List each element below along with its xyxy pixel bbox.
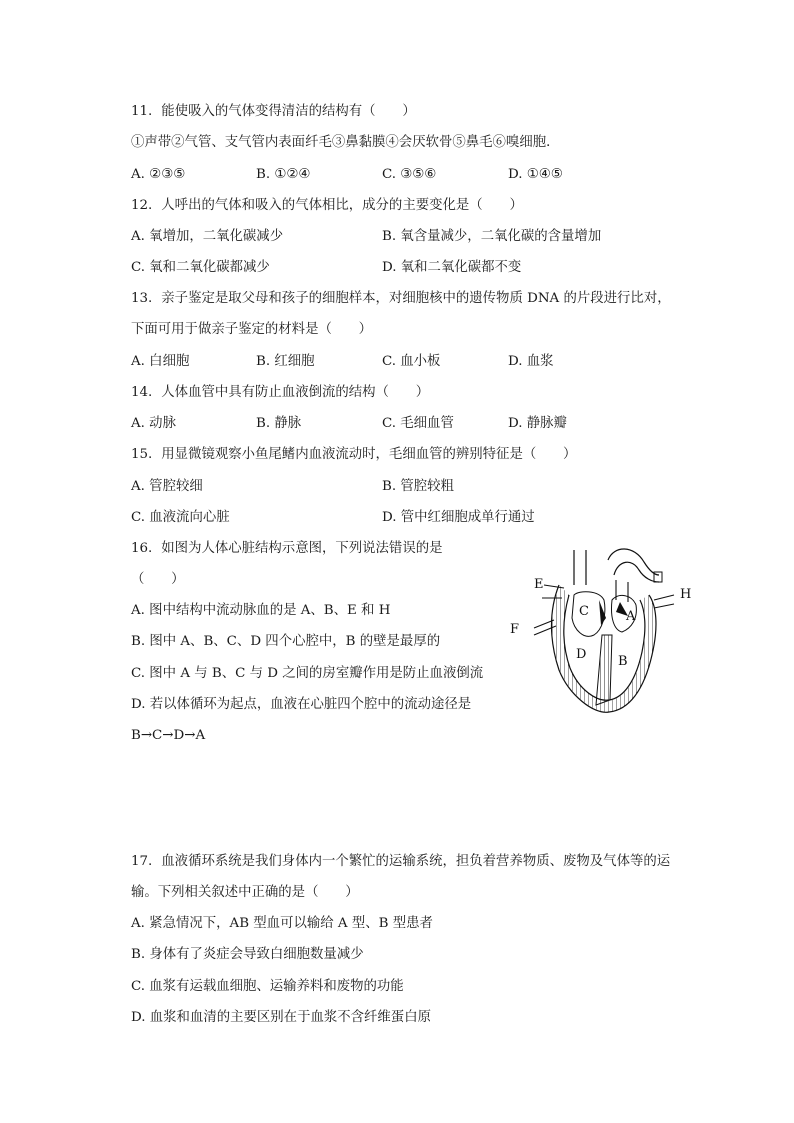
q13-option-b: B. 红细胞 [256,354,315,369]
q11-number: 11. [131,104,153,119]
q16-option-c: C. 图中 A 与 B、C 与 D 之间的房室瓣作用是防止血液倒流 [131,666,484,681]
q12-stem-text: 人呼出的气体和吸入的气体相比，成分的主要变化是（ ） [161,198,523,213]
q14-stem-text: 人体血管中具有防止血液倒流的结构（ ） [161,385,430,400]
q14-option-c: C. 毛细血管 [382,416,454,431]
q15-option-a: A. 管腔较细 [131,479,203,494]
q17-stem-text: 血液循环系统是我们身体内一个繁忙的运输系统，担负着营养物质、废物及气体等的运 [161,854,671,869]
q17-number: 17. [131,854,153,869]
q14-number: 14. [131,385,153,400]
q12-option-a: A. 氧增加，二氧化碳减少 [131,229,284,244]
q15-option-d: D. 管中红细胞成单行通过 [382,510,535,525]
q16-line2: （ ） [131,572,185,587]
q11-option-b: B. ①②④ [256,167,311,182]
septum [596,635,612,705]
q17-line2: 输。下列相关叙述中正确的是（ ） [131,885,359,900]
label-e: E [534,577,544,592]
q17-stem [131,853,670,871]
q14-option-a: A. 动脉 [131,416,176,431]
q11-line2: ①声带②气管、支气管内表面纤毛③鼻黏膜④会厌软骨⑤鼻毛⑥嗅细胞． [131,135,560,150]
q16-stem-text: 如图为人体心脏结构示意图，下列说法错误的是 [161,541,443,556]
q14-option-d: D. 静脉瓣 [508,416,567,431]
heart-structure-diagram [504,540,704,720]
q12-option-b: B. 氧含量减少，二氧化碳的含量增加 [382,229,602,244]
label-f: F [510,622,520,637]
q17-option-b: B. 身体有了炎症会导致白细胞数量减少 [131,947,364,962]
q12-stem [131,197,523,215]
q15-option-b: B. 管腔较粗 [382,479,454,494]
q12-option-c: C. 氧和二氧化碳都减少 [131,260,270,275]
label-d: D [576,647,587,662]
q11-stem [131,103,416,121]
label-b: B [618,654,628,669]
q16-number: 16. [131,541,153,556]
q12-number: 12. [131,198,153,213]
q13-option-a: A. 白细胞 [131,354,190,369]
label-c: C [579,604,589,619]
q13-number: 13. [131,291,153,306]
q13-stem-text: 亲子鉴定是取父母和孩子的细胞样本，对细胞核中的遗传物质 DNA 的片段进行比对， [161,291,671,306]
q15-stem [131,446,576,464]
q13-option-d: D. 血浆 [508,354,554,369]
q11-stem-text: 能使吸入的气体变得清洁的结构有（ ） [161,104,416,119]
q15-option-c: C. 血液流向心脏 [131,510,230,525]
q15-number: 15. [131,447,153,462]
q14-stem [131,384,429,402]
q11-option-a: A. ②③⑤ [131,167,186,182]
q16-option-b: B. 图中 A、B、C、D 四个心腔中，B 的壁是最厚的 [131,634,441,649]
label-a: A [626,609,636,624]
label-h: H [680,587,692,602]
q16-stem [131,540,443,558]
q13-stem [131,290,671,308]
q16-option-d-continued: B→C→D→A [131,728,206,743]
q17-option-d: D. 血浆和血清的主要区别在于血浆不含纤维蛋白原 [131,1010,431,1025]
q16-option-d: D. 若以体循环为起点，血液在心脏四个腔中的流动途径是 [131,697,472,712]
q15-stem-text: 用显微镜观察小鱼尾鳍内血液流动时，毛细血管的辨别特征是（ ） [161,447,577,462]
q14-option-b: B. 静脉 [256,416,302,431]
q13-option-c: C. 血小板 [382,354,441,369]
q11-option-c: C. ③⑤⑥ [382,167,437,182]
q17-option-a: A. 紧急情况下，AB 型血可以输给 A 型、B 型患者 [131,916,433,931]
q11-option-d: D. ①④⑤ [508,167,563,182]
q16-option-a: A. 图中结构中流动脉血的是 A、B、E 和 H [131,603,391,618]
q13-line2: 下面可用于做亲子鉴定的材料是（ ） [131,322,373,337]
q12-option-d: D. 氧和二氧化碳都不变 [382,260,522,275]
q17-option-c: C. 血浆有运载血细胞、运输养料和废物的功能 [131,979,404,994]
